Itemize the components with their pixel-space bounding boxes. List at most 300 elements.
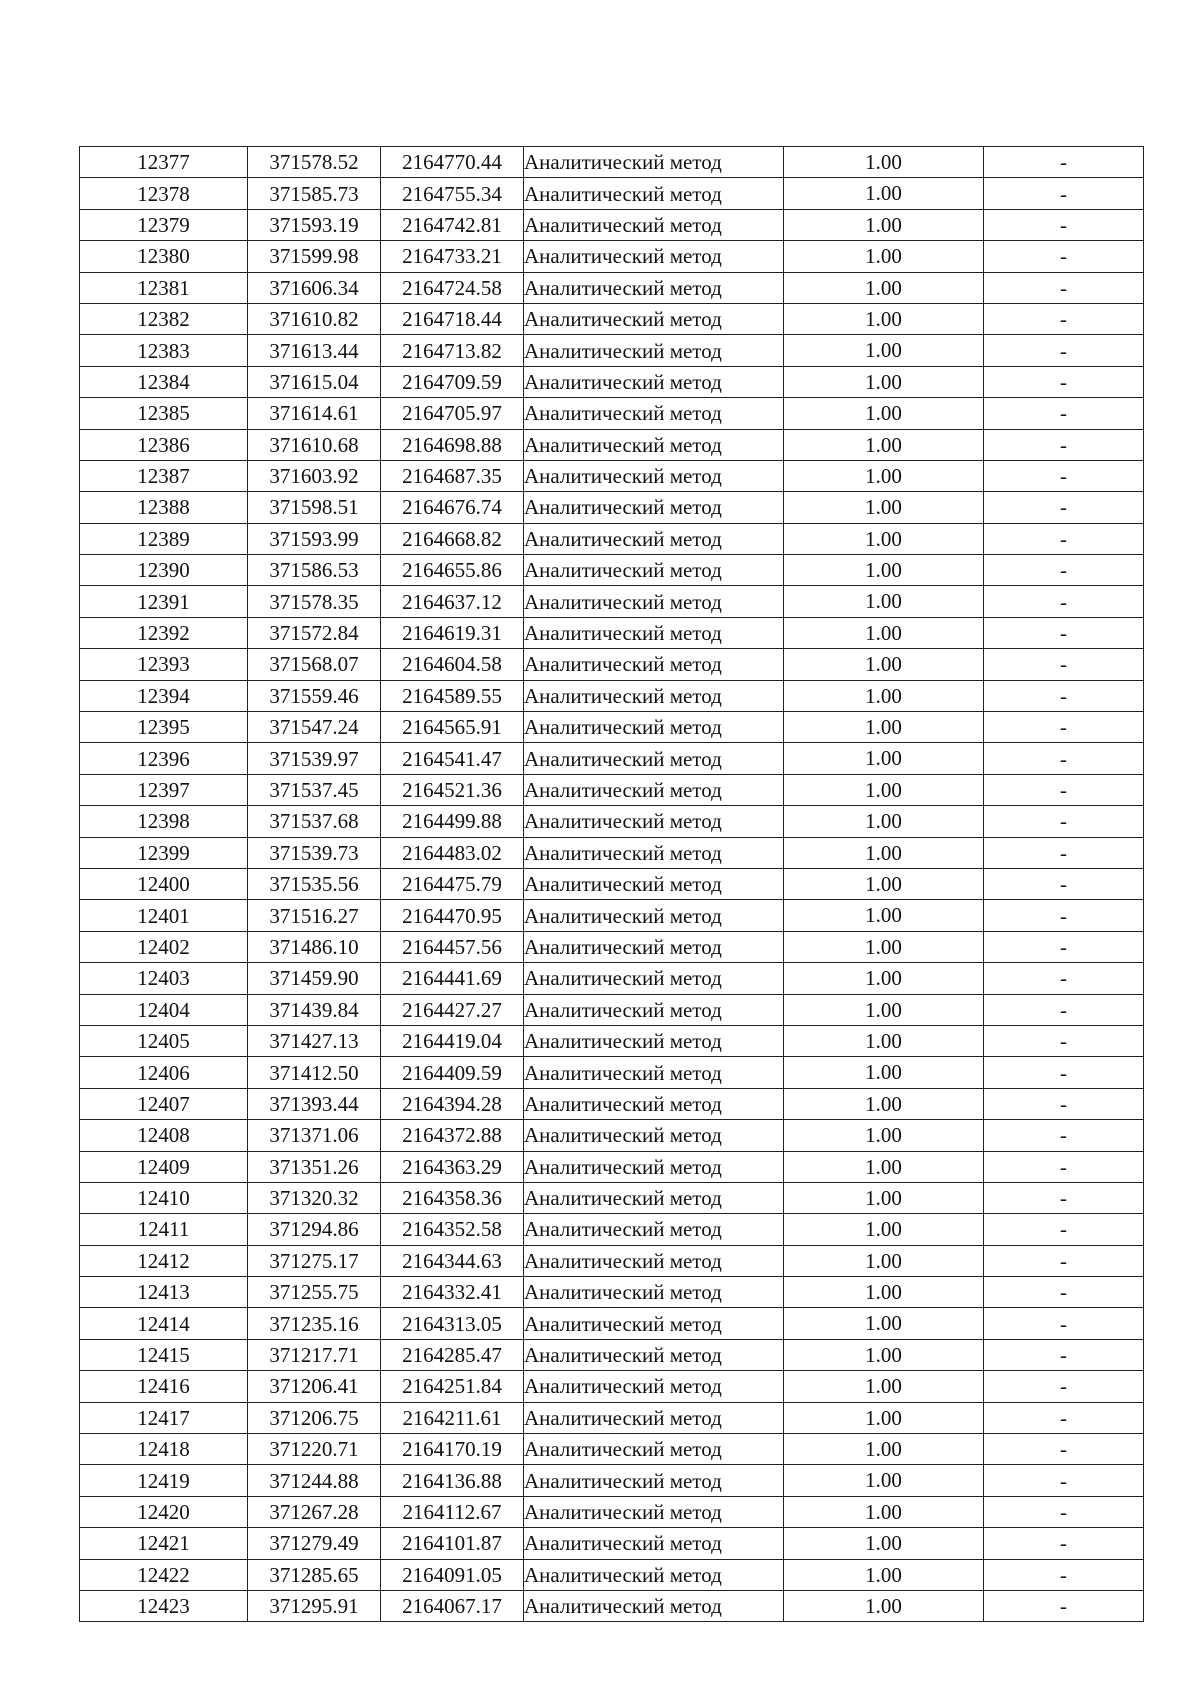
method-cell: Аналитический метод: [524, 492, 784, 523]
method-cell: Аналитический метод: [524, 555, 784, 586]
x-coordinate-cell: 371255.75: [248, 1277, 381, 1308]
point-number-cell: 12410: [80, 1182, 248, 1213]
x-coordinate-cell: 371539.97: [248, 743, 381, 774]
accuracy-cell: 1.00: [784, 335, 984, 366]
point-number-cell: 12387: [80, 460, 248, 491]
x-coordinate-cell: 371285.65: [248, 1559, 381, 1590]
y-coordinate-cell: 2164705.97: [381, 398, 524, 429]
table-row: [80, 429, 1144, 460]
method-cell: Аналитический метод: [524, 209, 784, 240]
point-number-cell: 12409: [80, 1151, 248, 1182]
note-cell: -: [984, 617, 1144, 648]
table-row: [80, 1308, 1144, 1339]
accuracy-cell: 1.00: [784, 1182, 984, 1213]
accuracy-cell: 1.00: [784, 303, 984, 334]
accuracy-cell: 1.00: [784, 680, 984, 711]
table-row: [80, 1214, 1144, 1245]
point-number-cell: 12384: [80, 366, 248, 397]
x-coordinate-cell: 371599.98: [248, 241, 381, 272]
y-coordinate-cell: 2164409.59: [381, 1057, 524, 1088]
accuracy-cell: 1.00: [784, 837, 984, 868]
point-number-cell: 12388: [80, 492, 248, 523]
table-row: [80, 1371, 1144, 1402]
point-number-cell: 12411: [80, 1214, 248, 1245]
method-cell: Аналитический метод: [524, 586, 784, 617]
x-coordinate-cell: 371217.71: [248, 1339, 381, 1370]
table-row: [80, 492, 1144, 523]
table-row: [80, 900, 1144, 931]
x-coordinate-cell: 371235.16: [248, 1308, 381, 1339]
point-number-cell: 12399: [80, 837, 248, 868]
y-coordinate-cell: 2164211.61: [381, 1402, 524, 1433]
point-number-cell: 12418: [80, 1434, 248, 1465]
table-row: [80, 743, 1144, 774]
x-coordinate-cell: 371427.13: [248, 1025, 381, 1056]
accuracy-cell: 1.00: [784, 743, 984, 774]
note-cell: -: [984, 555, 1144, 586]
accuracy-cell: 1.00: [784, 586, 984, 617]
table-row: [80, 712, 1144, 743]
table-row: [80, 460, 1144, 491]
coordinates-table: [79, 146, 1144, 1622]
y-coordinate-cell: 2164136.88: [381, 1465, 524, 1496]
method-cell: Аналитический метод: [524, 460, 784, 491]
accuracy-cell: 1.00: [784, 963, 984, 994]
y-coordinate-cell: 2164344.63: [381, 1245, 524, 1276]
accuracy-cell: 1.00: [784, 931, 984, 962]
table-row: [80, 241, 1144, 272]
y-coordinate-cell: 2164394.28: [381, 1088, 524, 1119]
note-cell: -: [984, 303, 1144, 334]
method-cell: Аналитический метод: [524, 1402, 784, 1433]
table-row: [80, 1088, 1144, 1119]
x-coordinate-cell: 371351.26: [248, 1151, 381, 1182]
point-number-cell: 12377: [80, 147, 248, 178]
y-coordinate-cell: 2164742.81: [381, 209, 524, 240]
note-cell: -: [984, 931, 1144, 962]
accuracy-cell: 1.00: [784, 994, 984, 1025]
note-cell: -: [984, 1277, 1144, 1308]
method-cell: Аналитический метод: [524, 1496, 784, 1527]
accuracy-cell: 1.00: [784, 1371, 984, 1402]
y-coordinate-cell: 2164372.88: [381, 1120, 524, 1151]
accuracy-cell: 1.00: [784, 806, 984, 837]
table-row: [80, 649, 1144, 680]
table-row: [80, 931, 1144, 962]
note-cell: -: [984, 398, 1144, 429]
note-cell: -: [984, 1308, 1144, 1339]
method-cell: Аналитический метод: [524, 1371, 784, 1402]
x-coordinate-cell: 371275.17: [248, 1245, 381, 1276]
x-coordinate-cell: 371606.34: [248, 272, 381, 303]
y-coordinate-cell: 2164170.19: [381, 1434, 524, 1465]
accuracy-cell: 1.00: [784, 617, 984, 648]
y-coordinate-cell: 2164067.17: [381, 1590, 524, 1621]
table-row: [80, 680, 1144, 711]
table-row: [80, 523, 1144, 554]
accuracy-cell: 1.00: [784, 1559, 984, 1590]
accuracy-cell: 1.00: [784, 1434, 984, 1465]
x-coordinate-cell: 371267.28: [248, 1496, 381, 1527]
method-cell: Аналитический метод: [524, 147, 784, 178]
y-coordinate-cell: 2164668.82: [381, 523, 524, 554]
method-cell: Аналитический метод: [524, 1590, 784, 1621]
x-coordinate-cell: 371586.53: [248, 555, 381, 586]
method-cell: Аналитический метод: [524, 1434, 784, 1465]
table-row: [80, 335, 1144, 366]
point-number-cell: 12402: [80, 931, 248, 962]
y-coordinate-cell: 2164427.27: [381, 994, 524, 1025]
note-cell: -: [984, 1496, 1144, 1527]
note-cell: -: [984, 460, 1144, 491]
method-cell: Аналитический метод: [524, 241, 784, 272]
x-coordinate-cell: 371206.41: [248, 1371, 381, 1402]
x-coordinate-cell: 371578.35: [248, 586, 381, 617]
note-cell: -: [984, 147, 1144, 178]
y-coordinate-cell: 2164724.58: [381, 272, 524, 303]
accuracy-cell: 1.00: [784, 1151, 984, 1182]
note-cell: -: [984, 366, 1144, 397]
x-coordinate-cell: 371593.19: [248, 209, 381, 240]
accuracy-cell: 1.00: [784, 1308, 984, 1339]
note-cell: -: [984, 209, 1144, 240]
note-cell: -: [984, 1528, 1144, 1559]
y-coordinate-cell: 2164604.58: [381, 649, 524, 680]
table-row: [80, 586, 1144, 617]
accuracy-cell: 1.00: [784, 1465, 984, 1496]
y-coordinate-cell: 2164475.79: [381, 868, 524, 899]
table-row: [80, 147, 1144, 178]
method-cell: Аналитический метод: [524, 649, 784, 680]
method-cell: Аналитический метод: [524, 1214, 784, 1245]
y-coordinate-cell: 2164313.05: [381, 1308, 524, 1339]
point-number-cell: 12423: [80, 1590, 248, 1621]
x-coordinate-cell: 371539.73: [248, 837, 381, 868]
method-cell: Аналитический метод: [524, 1120, 784, 1151]
y-coordinate-cell: 2164637.12: [381, 586, 524, 617]
note-cell: -: [984, 1214, 1144, 1245]
accuracy-cell: 1.00: [784, 1245, 984, 1276]
x-coordinate-cell: 371371.06: [248, 1120, 381, 1151]
method-cell: Аналитический метод: [524, 1277, 784, 1308]
x-coordinate-cell: 371486.10: [248, 931, 381, 962]
x-coordinate-cell: 371412.50: [248, 1057, 381, 1088]
table-row: [80, 1434, 1144, 1465]
point-number-cell: 12385: [80, 398, 248, 429]
note-cell: -: [984, 523, 1144, 554]
note-cell: -: [984, 335, 1144, 366]
accuracy-cell: 1.00: [784, 555, 984, 586]
point-number-cell: 12386: [80, 429, 248, 460]
y-coordinate-cell: 2164499.88: [381, 806, 524, 837]
note-cell: -: [984, 774, 1144, 805]
method-cell: Аналитический метод: [524, 712, 784, 743]
point-number-cell: 12422: [80, 1559, 248, 1590]
method-cell: Аналитический метод: [524, 680, 784, 711]
note-cell: -: [984, 1559, 1144, 1590]
method-cell: Аналитический метод: [524, 429, 784, 460]
point-number-cell: 12379: [80, 209, 248, 240]
accuracy-cell: 1.00: [784, 272, 984, 303]
point-number-cell: 12380: [80, 241, 248, 272]
x-coordinate-cell: 371585.73: [248, 178, 381, 209]
coordinates-table-body: [80, 147, 1144, 1622]
note-cell: -: [984, 837, 1144, 868]
table-row: [80, 1245, 1144, 1276]
table-row: [80, 398, 1144, 429]
method-cell: Аналитический метод: [524, 1245, 784, 1276]
table-row: [80, 555, 1144, 586]
point-number-cell: 12417: [80, 1402, 248, 1433]
x-coordinate-cell: 371614.61: [248, 398, 381, 429]
x-coordinate-cell: 371516.27: [248, 900, 381, 931]
x-coordinate-cell: 371615.04: [248, 366, 381, 397]
table-row: [80, 837, 1144, 868]
x-coordinate-cell: 371537.68: [248, 806, 381, 837]
point-number-cell: 12403: [80, 963, 248, 994]
x-coordinate-cell: 371598.51: [248, 492, 381, 523]
method-cell: Аналитический метод: [524, 335, 784, 366]
accuracy-cell: 1.00: [784, 774, 984, 805]
y-coordinate-cell: 2164565.91: [381, 712, 524, 743]
note-cell: -: [984, 963, 1144, 994]
table-row: [80, 1496, 1144, 1527]
x-coordinate-cell: 371206.75: [248, 1402, 381, 1433]
y-coordinate-cell: 2164251.84: [381, 1371, 524, 1402]
point-number-cell: 12382: [80, 303, 248, 334]
accuracy-cell: 1.00: [784, 1214, 984, 1245]
table-row: [80, 272, 1144, 303]
note-cell: -: [984, 1120, 1144, 1151]
method-cell: Аналитический метод: [524, 806, 784, 837]
accuracy-cell: 1.00: [784, 147, 984, 178]
point-number-cell: 12393: [80, 649, 248, 680]
x-coordinate-cell: 371547.24: [248, 712, 381, 743]
y-coordinate-cell: 2164457.56: [381, 931, 524, 962]
table-row: [80, 1025, 1144, 1056]
table-row: [80, 1402, 1144, 1433]
x-coordinate-cell: 371295.91: [248, 1590, 381, 1621]
note-cell: -: [984, 994, 1144, 1025]
accuracy-cell: 1.00: [784, 492, 984, 523]
y-coordinate-cell: 2164541.47: [381, 743, 524, 774]
point-number-cell: 12400: [80, 868, 248, 899]
method-cell: Аналитический метод: [524, 523, 784, 554]
x-coordinate-cell: 371559.46: [248, 680, 381, 711]
point-number-cell: 12406: [80, 1057, 248, 1088]
note-cell: -: [984, 429, 1144, 460]
point-number-cell: 12395: [80, 712, 248, 743]
table-row: [80, 1590, 1144, 1621]
point-number-cell: 12408: [80, 1120, 248, 1151]
method-cell: Аналитический метод: [524, 1559, 784, 1590]
method-cell: Аналитический метод: [524, 1308, 784, 1339]
point-number-cell: 12412: [80, 1245, 248, 1276]
point-number-cell: 12383: [80, 335, 248, 366]
point-number-cell: 12381: [80, 272, 248, 303]
accuracy-cell: 1.00: [784, 649, 984, 680]
note-cell: -: [984, 1088, 1144, 1119]
accuracy-cell: 1.00: [784, 1402, 984, 1433]
table-row: [80, 617, 1144, 648]
point-number-cell: 12398: [80, 806, 248, 837]
method-cell: Аналитический метод: [524, 366, 784, 397]
note-cell: -: [984, 1025, 1144, 1056]
y-coordinate-cell: 2164441.69: [381, 963, 524, 994]
accuracy-cell: 1.00: [784, 900, 984, 931]
x-coordinate-cell: 371439.84: [248, 994, 381, 1025]
point-number-cell: 12390: [80, 555, 248, 586]
y-coordinate-cell: 2164419.04: [381, 1025, 524, 1056]
table-row: [80, 303, 1144, 334]
method-cell: Аналитический метод: [524, 868, 784, 899]
accuracy-cell: 1.00: [784, 178, 984, 209]
note-cell: -: [984, 649, 1144, 680]
accuracy-cell: 1.00: [784, 523, 984, 554]
accuracy-cell: 1.00: [784, 712, 984, 743]
table-row: [80, 994, 1144, 1025]
note-cell: -: [984, 492, 1144, 523]
table-row: [80, 1559, 1144, 1590]
point-number-cell: 12414: [80, 1308, 248, 1339]
point-number-cell: 12392: [80, 617, 248, 648]
method-cell: Аналитический метод: [524, 963, 784, 994]
method-cell: Аналитический метод: [524, 1339, 784, 1370]
accuracy-cell: 1.00: [784, 366, 984, 397]
note-cell: -: [984, 712, 1144, 743]
table-row: [80, 209, 1144, 240]
point-number-cell: 12405: [80, 1025, 248, 1056]
accuracy-cell: 1.00: [784, 1528, 984, 1559]
method-cell: Аналитический метод: [524, 1088, 784, 1119]
method-cell: Аналитический метод: [524, 1182, 784, 1213]
x-coordinate-cell: 371220.71: [248, 1434, 381, 1465]
y-coordinate-cell: 2164698.88: [381, 429, 524, 460]
point-number-cell: 12407: [80, 1088, 248, 1119]
method-cell: Аналитический метод: [524, 900, 784, 931]
note-cell: -: [984, 586, 1144, 617]
x-coordinate-cell: 371610.82: [248, 303, 381, 334]
y-coordinate-cell: 2164770.44: [381, 147, 524, 178]
note-cell: -: [984, 272, 1144, 303]
point-number-cell: 12404: [80, 994, 248, 1025]
table-row: [80, 1528, 1144, 1559]
accuracy-cell: 1.00: [784, 241, 984, 272]
x-coordinate-cell: 371610.68: [248, 429, 381, 460]
method-cell: Аналитический метод: [524, 774, 784, 805]
y-coordinate-cell: 2164101.87: [381, 1528, 524, 1559]
note-cell: -: [984, 743, 1144, 774]
y-coordinate-cell: 2164483.02: [381, 837, 524, 868]
method-cell: Аналитический метод: [524, 303, 784, 334]
table-row: [80, 366, 1144, 397]
note-cell: -: [984, 680, 1144, 711]
point-number-cell: 12394: [80, 680, 248, 711]
x-coordinate-cell: 371459.90: [248, 963, 381, 994]
y-coordinate-cell: 2164733.21: [381, 241, 524, 272]
point-number-cell: 12391: [80, 586, 248, 617]
x-coordinate-cell: 371572.84: [248, 617, 381, 648]
y-coordinate-cell: 2164112.67: [381, 1496, 524, 1527]
y-coordinate-cell: 2164619.31: [381, 617, 524, 648]
y-coordinate-cell: 2164470.95: [381, 900, 524, 931]
method-cell: Аналитический метод: [524, 1465, 784, 1496]
y-coordinate-cell: 2164713.82: [381, 335, 524, 366]
x-coordinate-cell: 371279.49: [248, 1528, 381, 1559]
y-coordinate-cell: 2164358.36: [381, 1182, 524, 1213]
y-coordinate-cell: 2164718.44: [381, 303, 524, 334]
accuracy-cell: 1.00: [784, 1120, 984, 1151]
note-cell: -: [984, 1402, 1144, 1433]
y-coordinate-cell: 2164363.29: [381, 1151, 524, 1182]
accuracy-cell: 1.00: [784, 1590, 984, 1621]
note-cell: -: [984, 868, 1144, 899]
method-cell: Аналитический метод: [524, 398, 784, 429]
point-number-cell: 12420: [80, 1496, 248, 1527]
table-row: [80, 774, 1144, 805]
y-coordinate-cell: 2164687.35: [381, 460, 524, 491]
accuracy-cell: 1.00: [784, 398, 984, 429]
point-number-cell: 12419: [80, 1465, 248, 1496]
method-cell: Аналитический метод: [524, 617, 784, 648]
y-coordinate-cell: 2164755.34: [381, 178, 524, 209]
x-coordinate-cell: 371613.44: [248, 335, 381, 366]
note-cell: -: [984, 1151, 1144, 1182]
method-cell: Аналитический метод: [524, 272, 784, 303]
method-cell: Аналитический метод: [524, 837, 784, 868]
y-coordinate-cell: 2164655.86: [381, 555, 524, 586]
x-coordinate-cell: 371537.45: [248, 774, 381, 805]
method-cell: Аналитический метод: [524, 1057, 784, 1088]
table-row: [80, 1151, 1144, 1182]
note-cell: -: [984, 806, 1144, 837]
note-cell: -: [984, 1465, 1144, 1496]
note-cell: -: [984, 900, 1144, 931]
point-number-cell: 12378: [80, 178, 248, 209]
point-number-cell: 12421: [80, 1528, 248, 1559]
note-cell: -: [984, 241, 1144, 272]
accuracy-cell: 1.00: [784, 460, 984, 491]
accuracy-cell: 1.00: [784, 1057, 984, 1088]
table-row: [80, 1339, 1144, 1370]
note-cell: -: [984, 1590, 1144, 1621]
x-coordinate-cell: 371535.56: [248, 868, 381, 899]
table-row: [80, 1120, 1144, 1151]
x-coordinate-cell: 371578.52: [248, 147, 381, 178]
accuracy-cell: 1.00: [784, 1277, 984, 1308]
x-coordinate-cell: 371294.86: [248, 1214, 381, 1245]
point-number-cell: 12397: [80, 774, 248, 805]
accuracy-cell: 1.00: [784, 868, 984, 899]
note-cell: -: [984, 1339, 1144, 1370]
point-number-cell: 12389: [80, 523, 248, 554]
note-cell: -: [984, 1057, 1144, 1088]
table-row: [80, 963, 1144, 994]
accuracy-cell: 1.00: [784, 1088, 984, 1119]
table-row: [80, 1277, 1144, 1308]
x-coordinate-cell: 371593.99: [248, 523, 381, 554]
x-coordinate-cell: 371320.32: [248, 1182, 381, 1213]
y-coordinate-cell: 2164589.55: [381, 680, 524, 711]
point-number-cell: 12415: [80, 1339, 248, 1370]
table-row: [80, 1057, 1144, 1088]
y-coordinate-cell: 2164521.36: [381, 774, 524, 805]
x-coordinate-cell: 371568.07: [248, 649, 381, 680]
x-coordinate-cell: 371393.44: [248, 1088, 381, 1119]
accuracy-cell: 1.00: [784, 209, 984, 240]
table-row: [80, 178, 1144, 209]
accuracy-cell: 1.00: [784, 429, 984, 460]
